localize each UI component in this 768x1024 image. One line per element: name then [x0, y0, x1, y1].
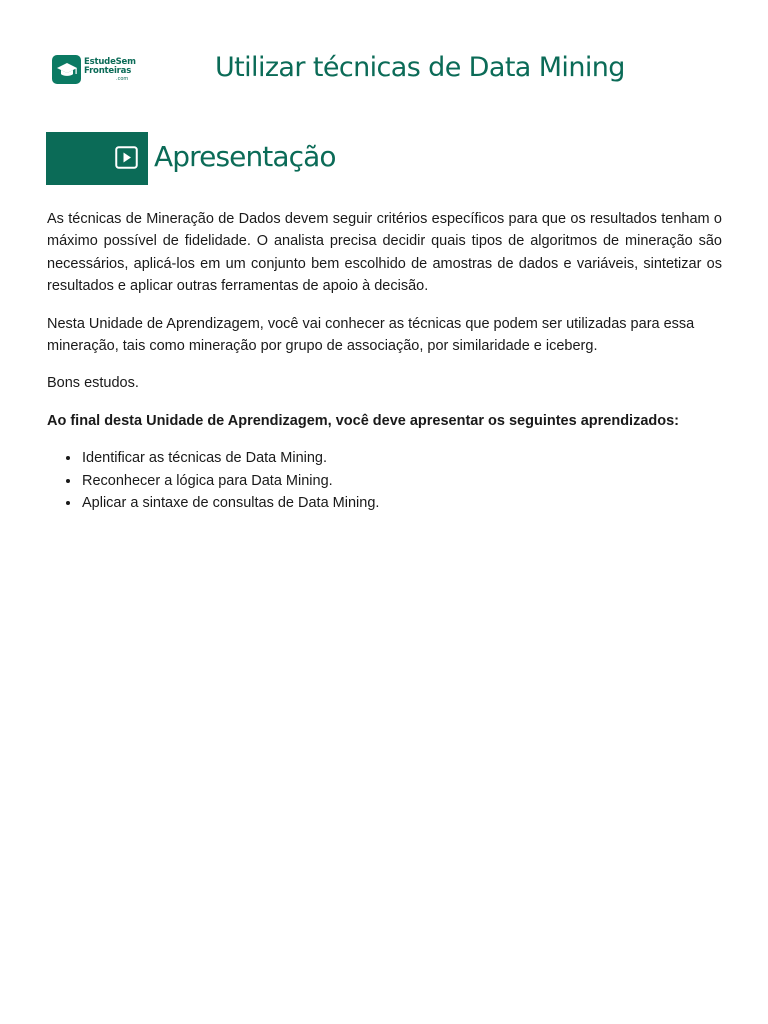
paragraph-unit: Nesta Unidade de Aprendizagem, você vai conhecer as técnicas que podem ser utilizadas para essa mineração, tais como mineração por grupo de associação, por similaridade e iceberg. — [47, 315, 695, 355]
play-icon — [115, 146, 138, 169]
objectives-intro: Ao final desta Unidade de Aprendizagem, você deve apresentar os seguintes aprendizados: — [47, 412, 679, 429]
list-item: • Aplicar a sintaxe de consultas de Data Mining. — [81, 492, 722, 514]
document-title: Utilizar técnicas de Data Mining — [215, 52, 625, 83]
list-item: • Reconhecer a lógica para Data Mining. — [81, 470, 722, 492]
graduation-cap-icon — [52, 55, 81, 84]
logo-line-1: EstudeSem — [84, 56, 136, 67]
page-header — [0, 0, 768, 110]
logo-wordmark — [84, 58, 136, 82]
paragraph-closing: Bons estudos. — [47, 375, 139, 392]
main-content — [47, 208, 722, 514]
logo-line-2: Fronteiras — [84, 65, 132, 76]
section-title: Apresentação — [154, 140, 336, 173]
logo-line-3: .com — [116, 75, 129, 82]
logo — [52, 55, 136, 84]
objectives-list — [47, 447, 722, 514]
paragraph-intro: As técnicas de Mineração de Dados devem seguir critérios específicos para que os resultados tenham o máximo possível de fidelidade. O analista precisa decidir quais tipos de algoritmos de mineração são necessários, aplicá-los em um conjunto bem escolhido de amostras de dados e variáveis, sintetizar os resultados e aplicar outras ferramentas de apoio à decisão. — [47, 211, 722, 295]
list-item: • Identificar as técnicas de Data Mining. — [81, 447, 722, 469]
